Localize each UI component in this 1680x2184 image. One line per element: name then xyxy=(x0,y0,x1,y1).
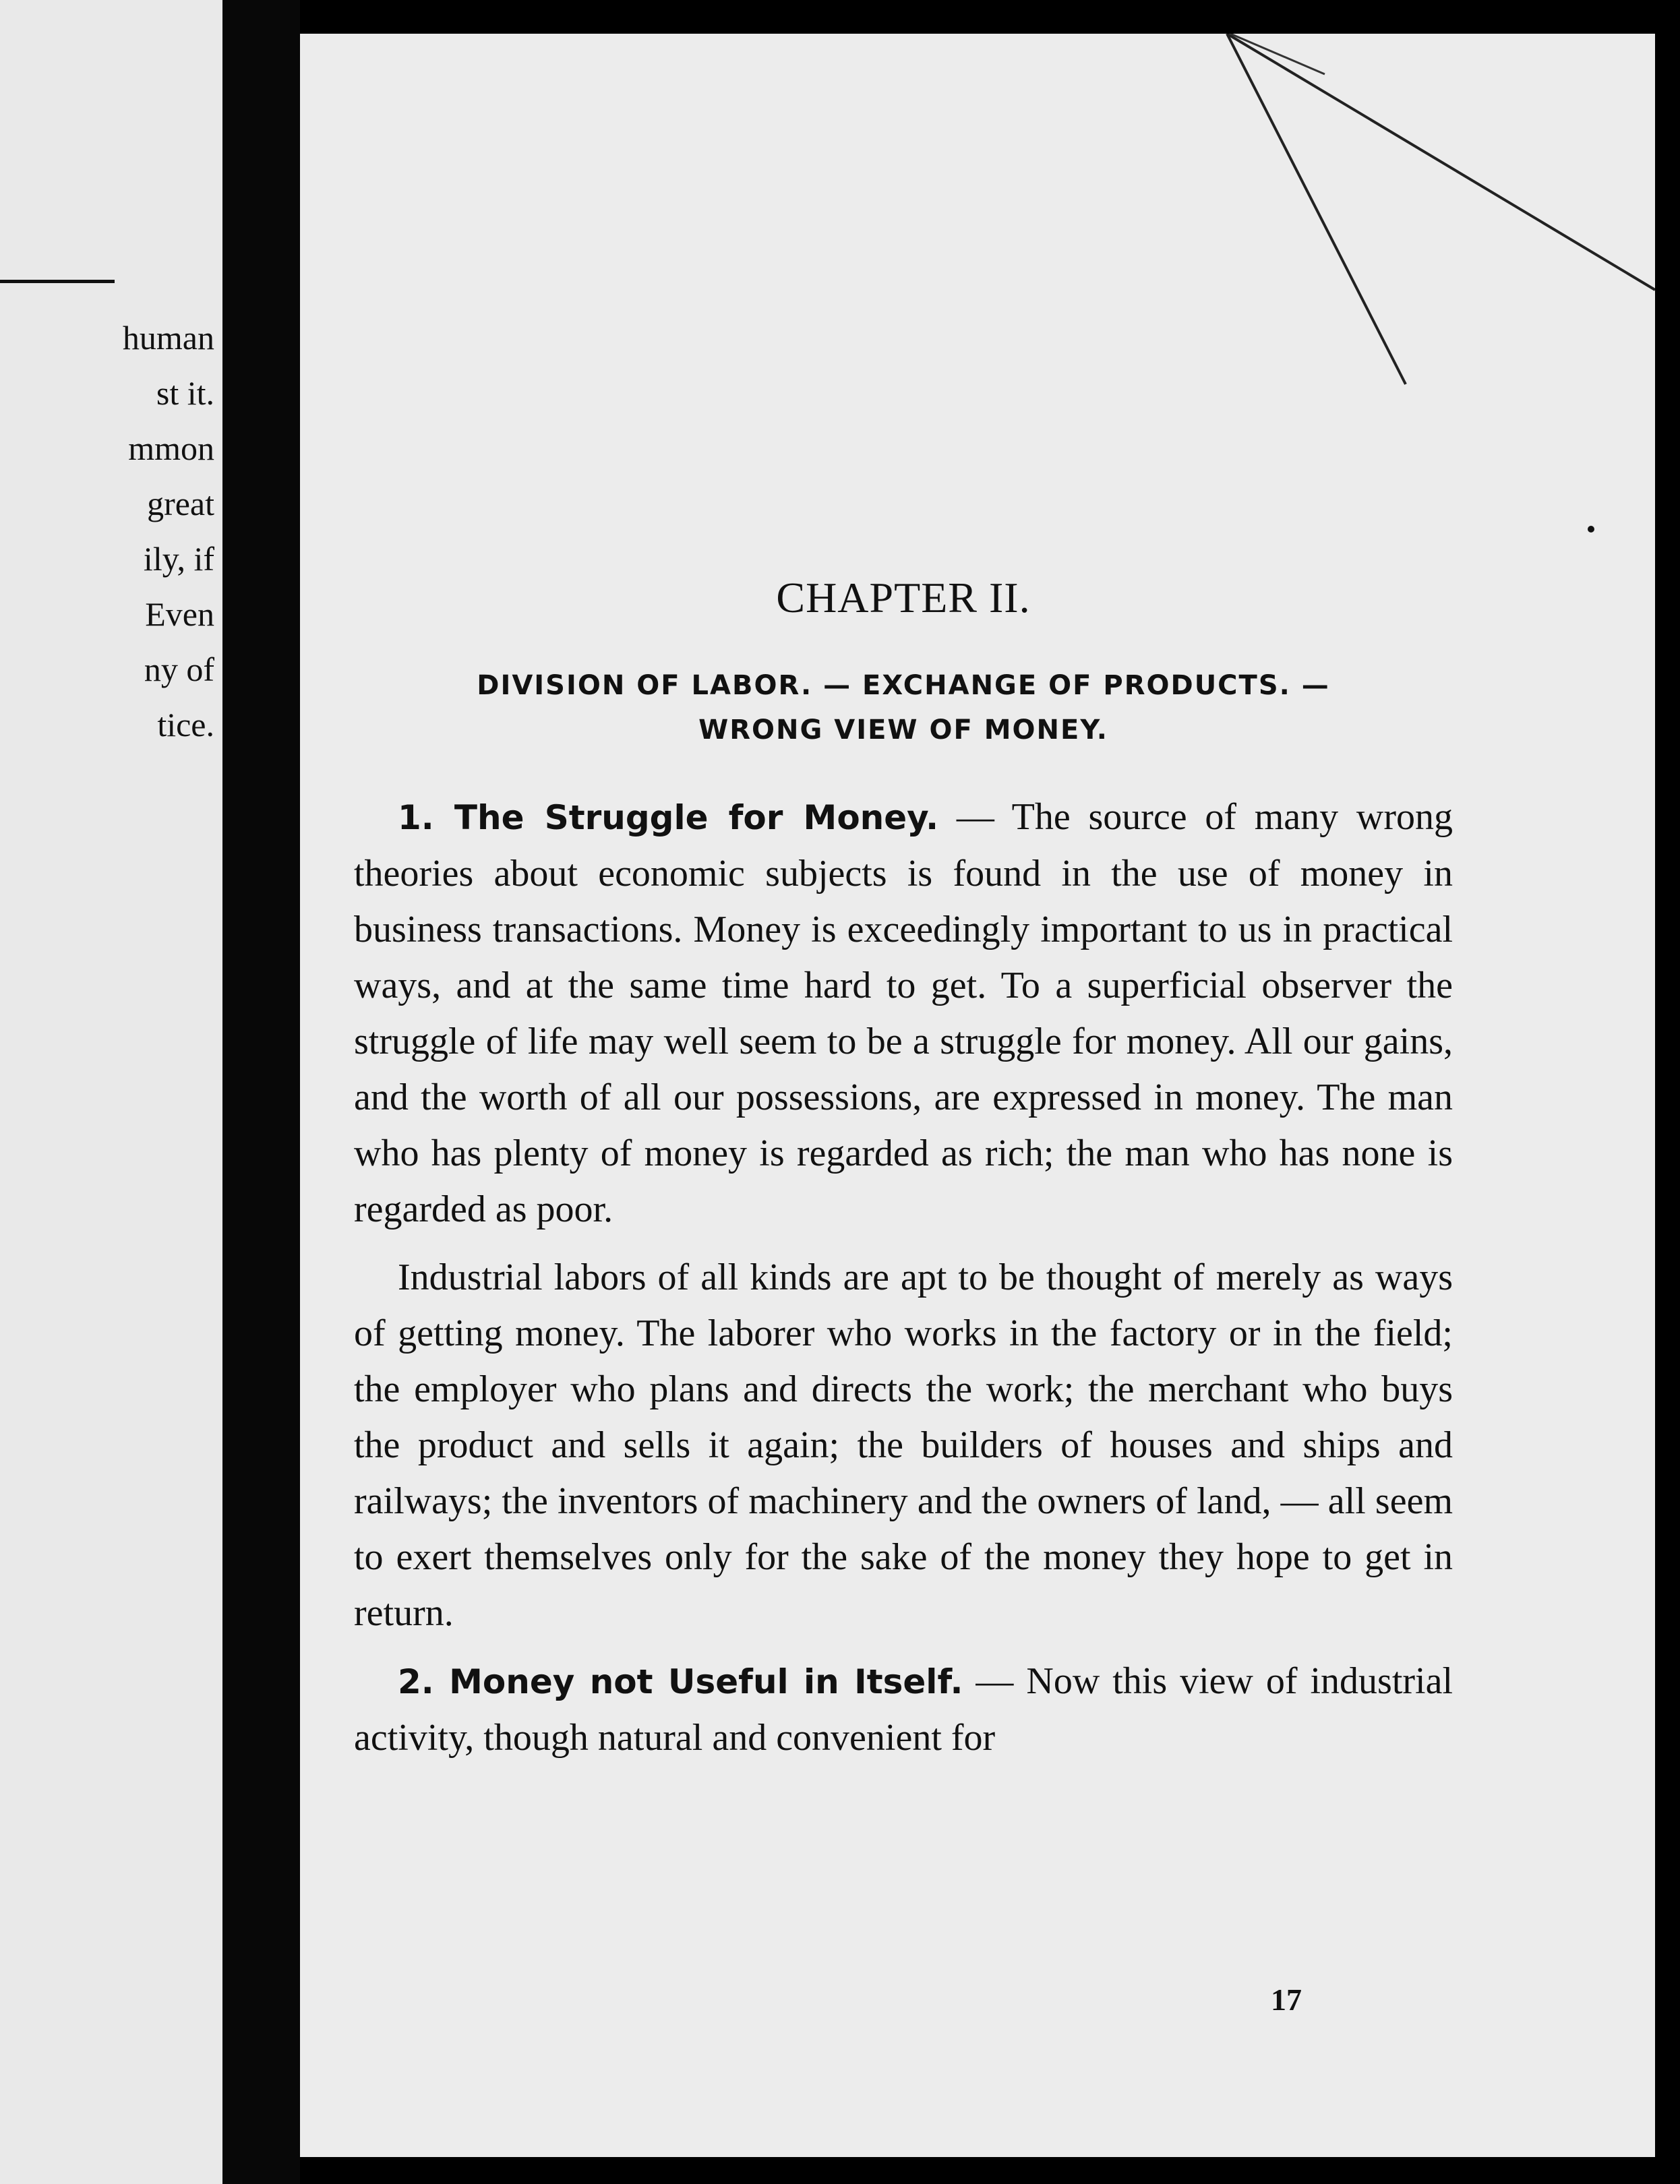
left-fragment: st it. xyxy=(156,374,214,412)
section-2-paragraph-text: — Now this view of industrial activity, though natural and convenient for xyxy=(354,1660,1453,1759)
section-2-heading: 2. Money not Useful in Itself. xyxy=(398,1662,963,1701)
section-1-paragraph-1-text: — The source of many wrong theories about economic subjects is found in the use of money in business transactions. Money is exceedingly important to us in practical ways, and at the same time hard to get. To a superficial observer the struggle of life may well seem to be a struggle for money. All our gains, and the worth of all our possessions, are expressed in money. The man who has plenty of money is regarded as rich; the man who has none is regarded as poor. xyxy=(354,796,1453,1230)
section-1-paragraph-1 xyxy=(354,789,1453,1238)
subtitle-line: WRONG VIEW OF MONEY. xyxy=(698,715,1108,746)
page-text-block xyxy=(354,573,1453,1778)
left-fragment: ny of xyxy=(144,650,214,688)
left-page-rule xyxy=(0,280,115,283)
book-gutter xyxy=(222,0,300,2184)
chapter-title: CHAPTER II. xyxy=(776,574,1031,621)
left-fragment: great xyxy=(147,485,214,522)
left-fragment: mmon xyxy=(128,429,214,467)
left-fragment: tice. xyxy=(157,706,214,744)
section-1-paragraph-2: Industrial labors of all kinds are apt to be thought of merely as ways of getting money. The laborer who works in the factory or in the field; the employer who plans and directs the work; the merchant who buys the product and sells it again; the builders of houses and ships and railways; the inventors of machinery and the owners of land, — all seem to exert themselves only for the sake of the money they hope to get in return. xyxy=(354,1256,1453,1634)
right-page xyxy=(300,34,1655,2157)
section-1-heading: 1. The Struggle for Money. xyxy=(398,798,939,837)
left-fragment: ily, if xyxy=(143,540,214,578)
left-fragment: Even xyxy=(145,595,214,633)
section-2-paragraph xyxy=(354,1654,1453,1766)
page-fold-lines xyxy=(300,34,1655,506)
chapter-subtitle xyxy=(354,663,1453,752)
left-page-text-fragments xyxy=(123,310,214,752)
left-fragment: human xyxy=(122,319,214,357)
page-number: 17 xyxy=(1271,1982,1302,2017)
subtitle-line: DIVISION OF LABOR. — EXCHANGE OF PRODUCTS. — xyxy=(477,670,1330,701)
margin-speck xyxy=(1588,526,1594,533)
left-facing-page xyxy=(0,0,222,2184)
